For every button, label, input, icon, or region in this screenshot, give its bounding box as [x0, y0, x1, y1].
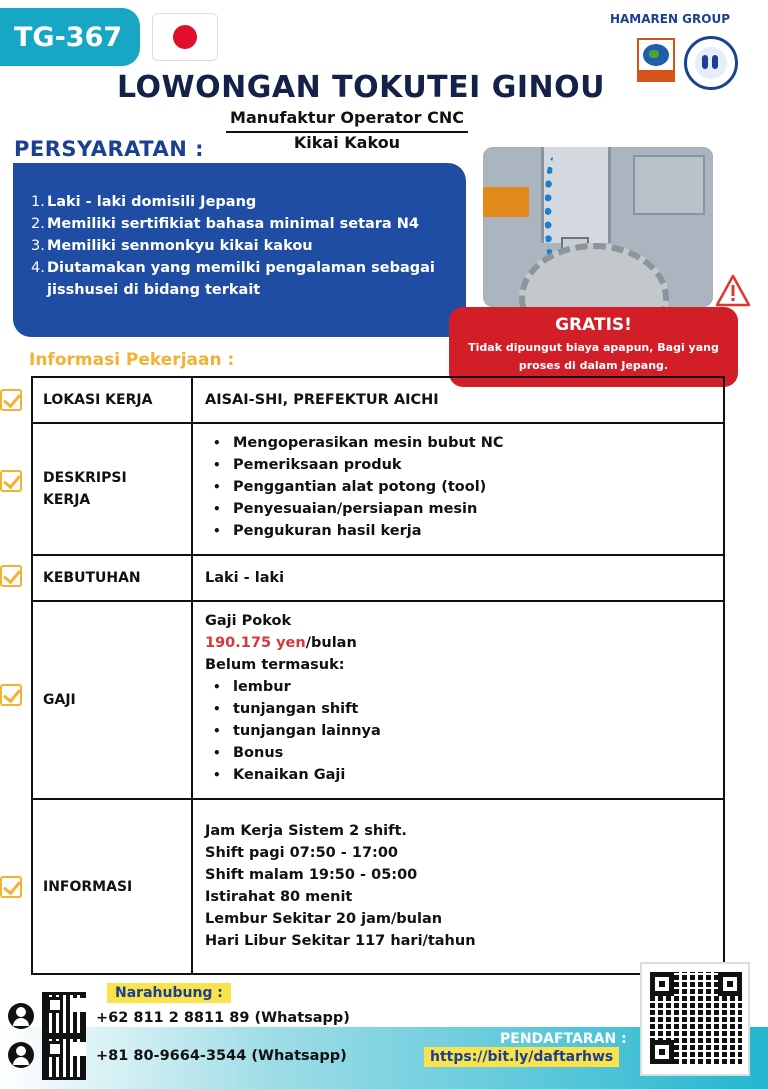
requirements-heading: PERSYARATAN :: [14, 137, 205, 161]
job-code-badge: [0, 8, 140, 66]
row-value: [195, 424, 723, 554]
list-item: • Penggantian alat potong (tool): [205, 476, 723, 498]
qr-code-icon[interactable]: [42, 1036, 86, 1080]
checkbox-icon: [0, 470, 22, 492]
table-row: [33, 602, 723, 800]
checkbox-icon: [0, 876, 22, 898]
table-row: [33, 556, 723, 602]
row-value: [195, 602, 723, 798]
row-value: AISAI-SHI, PREFEKTUR AICHI: [205, 392, 439, 408]
group-name: HAMAREN GROUP: [609, 12, 731, 26]
job-subtitle: Manufaktur Operator CNC: [226, 108, 468, 133]
row-label: KEBUTUHAN: [33, 556, 193, 600]
registration-label: PENDAFTARAN :: [500, 1031, 627, 1047]
requirement-item: 1. Laki - laki domisili Jepang: [31, 194, 257, 210]
info-line: Shift malam 19:50 - 05:00: [205, 867, 418, 883]
row-label: LOKASI KERJA: [33, 378, 193, 422]
row-label: GAJI: [33, 602, 193, 798]
contact-phone[interactable]: +81 80-9664-3544 (Whatsapp): [96, 1048, 347, 1064]
salary-excluded-label: Belum termasuk:: [205, 657, 345, 673]
table-row: [33, 424, 723, 556]
free-badge-description: Tidak dipungut biaya apapun, Bagi yang proses di dalam Jepang.: [468, 341, 719, 372]
checkbox-icon: [0, 389, 22, 411]
list-item: • lembur: [205, 676, 723, 698]
person-icon: [8, 1042, 34, 1068]
info-line: Istirahat 80 menit: [205, 889, 353, 905]
warning-icon: [715, 273, 751, 309]
row-label: DESKRIPSI KERJA: [33, 424, 193, 554]
salary-amount-line: 190.175 yen/bulan: [205, 635, 357, 651]
info-line: Lembur Sekitar 20 jam/bulan: [205, 911, 443, 927]
qr-code-icon[interactable]: [42, 992, 86, 1036]
info-line: Hari Libur Sekitar 117 hari/tahun: [205, 933, 476, 949]
checkbox-icon: [0, 565, 22, 587]
registration-link[interactable]: https://bit.ly/daftarhws: [424, 1047, 619, 1067]
list-item: • Bonus: [205, 742, 723, 764]
free-badge: [449, 307, 738, 387]
cnc-machine-image: [483, 147, 713, 307]
requirements-box: [13, 163, 466, 337]
japan-flag-icon: [152, 13, 218, 61]
list-item: • tunjangan lainnya: [205, 720, 723, 742]
list-item: • Kenaikan Gaji: [205, 764, 723, 786]
requirement-item: 4. Diutamakan yang memilki pengalaman sebagai jisshusei di bidang terkait: [31, 260, 435, 298]
row-value: [195, 800, 723, 973]
list-item: • Pengukuran hasil kerja: [205, 520, 723, 542]
requirement-item: 2. Memiliki sertifikiat bahasa minimal setara N4: [31, 216, 419, 232]
job-info-heading: Informasi Pekerjaan :: [29, 350, 235, 370]
salary-amount: 190.175 yen: [205, 635, 306, 651]
contact-phone[interactable]: +62 811 2 8811 89 (Whatsapp): [96, 1010, 350, 1026]
requirement-item: 3. Memiliki senmonkyu kikai kakou: [31, 238, 313, 254]
contact-label: Narahubung :: [107, 983, 231, 1003]
list-item: • Pemeriksaan produk: [205, 454, 723, 476]
info-line: Shift pagi 07:50 - 17:00: [205, 845, 399, 861]
list-item: • Mengoperasikan mesin bubut NC: [205, 432, 723, 454]
page-title: LOWONGAN TOKUTEI GINOU: [116, 70, 605, 105]
job-info-table: [31, 376, 725, 975]
registration-qr-code-icon[interactable]: [640, 962, 750, 1076]
list-item: • Penyesuaian/persiapan mesin: [205, 498, 723, 520]
row-label: INFORMASI: [33, 800, 193, 973]
table-row: [33, 800, 723, 973]
free-badge-title: GRATIS!: [555, 315, 632, 335]
job-subtitle-jp: Kikai Kakou: [293, 133, 401, 152]
salary-base-label: Gaji Pokok: [205, 613, 292, 629]
row-value: Laki - laki: [205, 570, 285, 586]
person-icon: [8, 1003, 34, 1029]
list-item: • tunjangan shift: [205, 698, 723, 720]
checkbox-icon: [0, 684, 22, 706]
job-code: TG-367: [14, 21, 123, 53]
table-row: [33, 378, 723, 424]
info-line: Jam Kerja Sistem 2 shift.: [205, 823, 407, 839]
